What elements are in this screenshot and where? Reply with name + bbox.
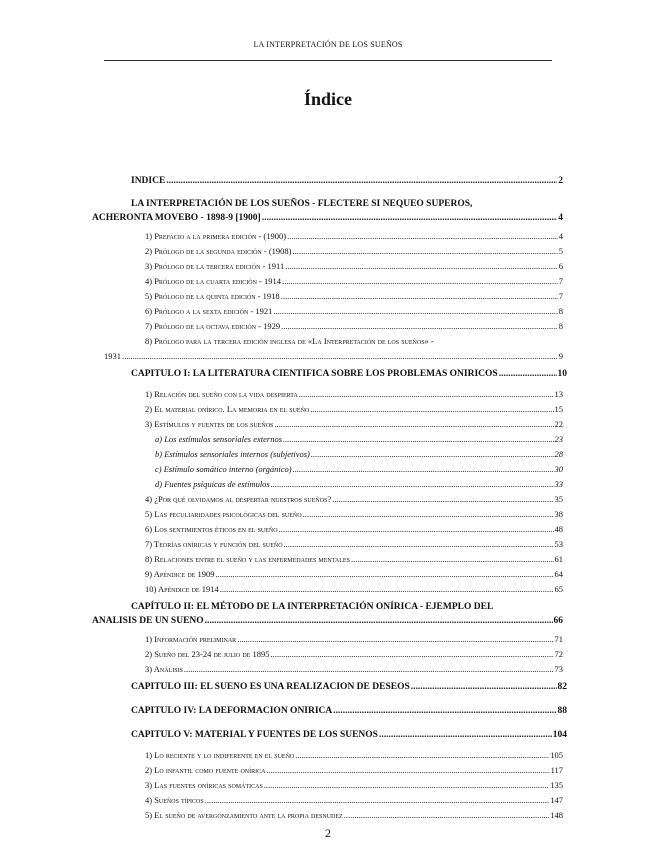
toc-entry-label: 10) Apéndice de 1914 bbox=[145, 584, 219, 594]
toc-entry-label: 2) Sueño del 23-24 de julio de 1895 bbox=[145, 649, 270, 659]
toc-page-number: 148 bbox=[550, 810, 563, 820]
dot-leader bbox=[215, 569, 553, 579]
toc-entry-chapter-5[interactable] bbox=[131, 730, 567, 740]
toc-entry-subsection[interactable] bbox=[155, 434, 563, 444]
toc-entry-chapter-3[interactable] bbox=[131, 682, 567, 692]
toc-entry-label: 7) Prólogo de la octava edición - 1929 bbox=[145, 321, 281, 331]
toc-page-number: 38 bbox=[554, 509, 563, 519]
toc-entry-preface-8[interactable] bbox=[104, 351, 563, 361]
dot-leader bbox=[293, 246, 558, 256]
toc-entry-label: 1931 bbox=[104, 351, 121, 361]
dot-leader bbox=[271, 649, 554, 659]
toc-entry-chapter-2-line1[interactable]: CAPÍTULO II: EL MÉTODO DE LA INTERPRETACIÓN ONÍRICA - EJEMPLO DEL bbox=[131, 602, 494, 612]
toc-page-number: 53 bbox=[554, 539, 563, 549]
dot-leader bbox=[351, 554, 554, 564]
toc-entry-section[interactable] bbox=[145, 509, 563, 519]
toc-page-number: 33 bbox=[554, 479, 563, 489]
dot-leader bbox=[379, 730, 552, 740]
toc-page-number: 72 bbox=[554, 649, 563, 659]
toc-entry-preface[interactable] bbox=[145, 291, 563, 301]
dot-leader bbox=[310, 404, 553, 414]
dot-leader bbox=[333, 706, 556, 716]
toc-entry-section[interactable] bbox=[145, 419, 563, 429]
toc-entry-preface[interactable] bbox=[145, 276, 563, 286]
dot-leader bbox=[283, 434, 553, 444]
toc-page-number: 117 bbox=[550, 765, 563, 775]
toc-page-number: 6 bbox=[558, 261, 563, 271]
toc-entry-label: 1) Información preliminar bbox=[145, 634, 237, 644]
dot-leader bbox=[262, 213, 558, 223]
toc-page-number: 73 bbox=[554, 664, 563, 674]
toc-page-number: 30 bbox=[554, 464, 563, 474]
toc-page-number: 61 bbox=[554, 554, 563, 564]
toc-entry-label: 6) Prólogo a la sexta edición - 1921 bbox=[145, 306, 273, 316]
toc-entry-section[interactable] bbox=[145, 584, 563, 594]
dot-leader bbox=[303, 509, 554, 519]
toc-entry-label: CAPÍTULO IV: LA DEFORMACIÓN ONÍRICA bbox=[131, 706, 333, 716]
toc-page-number: 35 bbox=[554, 494, 563, 504]
toc-entry-label: 5) Prólogo de la quinta edición - 1918 bbox=[145, 291, 280, 301]
toc-page-number: 104 bbox=[552, 730, 567, 740]
toc-entry-label: CAPÍTULO I: LA LITERATURA CIENTÍFICA SOBRE LOS PROBLEMAS ONÍRICOS bbox=[131, 369, 498, 379]
toc-page-number: 4 bbox=[558, 231, 563, 241]
toc-page-number: 48 bbox=[554, 524, 563, 534]
toc-entry-label: 7) Teorías oníricas y función del sueño bbox=[145, 539, 283, 549]
dot-leader bbox=[281, 291, 558, 301]
dot-leader bbox=[344, 810, 550, 820]
toc-page-number: 8 bbox=[558, 306, 563, 316]
toc-entry-preface[interactable] bbox=[145, 261, 563, 271]
toc-entry-label: 3) Análisis bbox=[145, 664, 183, 674]
toc-entry-label: 6) Los sentimientos éticos en el sueño bbox=[145, 524, 278, 534]
dot-leader bbox=[299, 389, 554, 399]
dot-leader bbox=[122, 351, 558, 361]
toc-entry-preface-8-line1[interactable]: 8) Prólogo para la tercera edición inglesa de «La Interpretación de los sueños» - bbox=[145, 336, 434, 346]
toc-page-number: 13 bbox=[554, 389, 563, 399]
toc-entry-section[interactable] bbox=[145, 649, 563, 659]
toc-entry-preface[interactable] bbox=[145, 306, 563, 316]
toc-entry-label: 3) Las fuentes oníricas somáticas bbox=[145, 780, 263, 790]
dot-leader bbox=[266, 765, 549, 775]
toc-entry-section[interactable] bbox=[145, 765, 563, 775]
toc-entry-section[interactable] bbox=[145, 780, 563, 790]
dot-leader bbox=[282, 276, 558, 286]
toc-page-number: 71 bbox=[554, 634, 563, 644]
toc-entry-subsection[interactable] bbox=[155, 479, 563, 489]
toc-page-number: 88 bbox=[557, 706, 567, 716]
toc-page-number: 135 bbox=[550, 780, 563, 790]
toc-entry-label: ÍNDICE bbox=[131, 176, 166, 186]
toc-entry-label: 4) Prólogo de la cuarta edición - 1914 bbox=[145, 276, 281, 286]
toc-page-number: 28 bbox=[554, 449, 563, 459]
toc-entry-section[interactable] bbox=[145, 554, 563, 564]
toc-entry-preface[interactable] bbox=[145, 321, 563, 331]
toc-page-number: 9 bbox=[558, 351, 563, 361]
toc-entry-chapter-4[interactable] bbox=[131, 706, 567, 716]
toc-page-number: 22 bbox=[554, 419, 563, 429]
toc-entry-subsection[interactable] bbox=[155, 449, 563, 459]
toc-entry-label: 3) Estímulos y fuentes de los sueños bbox=[145, 419, 274, 429]
toc-entry-preface[interactable] bbox=[145, 231, 563, 241]
dot-leader bbox=[237, 634, 553, 644]
dot-leader bbox=[411, 682, 557, 692]
toc-page-number: 2 bbox=[558, 176, 563, 186]
toc-entry-section[interactable] bbox=[145, 634, 563, 644]
toc-page-number: 82 bbox=[557, 682, 567, 692]
toc-page-number: 65 bbox=[554, 584, 563, 594]
dot-leader bbox=[205, 795, 550, 805]
toc-entry-label: 3) Prólogo de la tercera edición - 1911 bbox=[145, 261, 285, 271]
toc-entry-section[interactable] bbox=[145, 750, 563, 760]
toc-page-number: 105 bbox=[550, 750, 563, 760]
toc-entry-label: 4) ¿Por qué olvidamos al despertar nuestros sueños? bbox=[145, 494, 332, 504]
dot-leader bbox=[279, 524, 554, 534]
toc-entry-label: 5) Las peculiaridades psicológicas del sueño bbox=[145, 509, 302, 519]
toc-entry-label: CAPÍTULO III: EL SUEÑO ES UNA REALIZACIÓN DE DESEOS bbox=[131, 682, 410, 692]
toc-entry-label: d) Fuentes psíquicas de estímulos bbox=[155, 479, 270, 489]
toc-entry-label: ACHERONTA MOVEBO - 1898-9 [1900] bbox=[92, 213, 261, 223]
toc-entry-label: 8) Relaciones entre el sueño y las enfermedades mentales bbox=[145, 554, 350, 564]
toc-page-number: 15 bbox=[554, 404, 563, 414]
toc-entry-label: 1) Prefacio a la primera edición - (1900) bbox=[145, 231, 287, 241]
dot-leader bbox=[166, 176, 557, 186]
toc-entry-part1-line1[interactable]: LA INTERPRETACIÓN DE LOS SUEÑOS - FLECTERE SI NEQUEO SUPEROS, bbox=[131, 199, 473, 209]
page-number: 2 bbox=[325, 826, 331, 840]
toc-page-number: 66 bbox=[553, 616, 563, 626]
toc-entry-section[interactable] bbox=[145, 569, 563, 579]
dot-leader bbox=[284, 539, 554, 549]
dot-leader bbox=[293, 464, 554, 474]
toc-page-number: 10 bbox=[557, 369, 567, 379]
toc-entry-preface[interactable] bbox=[145, 246, 563, 256]
toc-page-number: 7 bbox=[558, 276, 563, 286]
toc-entry-section[interactable] bbox=[145, 795, 563, 805]
toc-entry-label: c) Estímulo somático interno (orgánico) bbox=[155, 464, 292, 474]
dot-leader bbox=[499, 369, 557, 379]
toc-page-number: 147 bbox=[550, 795, 563, 805]
toc-entry-label: 1) Lo reciente y lo indiferente en el sueño bbox=[145, 750, 295, 760]
toc-entry-label: 2) Prólogo de la segunda edición - (1908) bbox=[145, 246, 292, 256]
toc-entry-label: 9) Apéndice de 1909 bbox=[145, 569, 215, 579]
dot-leader bbox=[285, 261, 558, 271]
toc-page-number: 8 bbox=[558, 321, 563, 331]
toc-page-number: 4 bbox=[558, 213, 563, 223]
toc-entry-label: a) Los estímulos sensoriales externos bbox=[155, 434, 283, 444]
toc-entry-chapter-2[interactable] bbox=[92, 616, 563, 626]
dot-leader bbox=[264, 780, 549, 790]
dot-leader bbox=[311, 449, 554, 459]
dot-leader bbox=[205, 616, 553, 626]
dot-leader bbox=[287, 231, 558, 241]
toc-entry-indice[interactable] bbox=[131, 176, 563, 186]
toc-page-number: 5 bbox=[558, 246, 563, 256]
toc-entry-label: CAPÍTULO V: MATERIAL Y FUENTES DE LOS SUEÑOS bbox=[131, 730, 378, 740]
dot-leader bbox=[332, 494, 553, 504]
dot-leader bbox=[281, 321, 558, 331]
toc-page-number: 64 bbox=[554, 569, 563, 579]
toc-entry-section[interactable] bbox=[145, 389, 563, 399]
toc-entry-section[interactable] bbox=[145, 664, 563, 674]
toc-entry-part1[interactable] bbox=[92, 213, 563, 223]
toc-entry-subsection[interactable] bbox=[155, 464, 563, 474]
toc-entry-section[interactable] bbox=[145, 494, 563, 504]
toc-entry-section[interactable] bbox=[145, 810, 563, 820]
dot-leader bbox=[274, 419, 553, 429]
toc-page-number: 7 bbox=[558, 291, 563, 301]
dot-leader bbox=[220, 584, 554, 594]
toc-entry-label: ANÁLISIS DE UN SUEÑO bbox=[92, 616, 204, 626]
toc-entry-section[interactable] bbox=[145, 539, 563, 549]
toc-entry-label: 4) Sueños típicos bbox=[145, 795, 204, 805]
dot-leader bbox=[295, 750, 549, 760]
toc-entry-label: 1) Relación del sueño con la vida despierta bbox=[145, 389, 298, 399]
toc-page-number: 23 bbox=[554, 434, 563, 444]
running-header: LA INTERPRETACIÓN DE LOS SUEÑOS bbox=[253, 40, 403, 49]
toc-entry-chapter-1[interactable] bbox=[131, 369, 567, 379]
dot-leader bbox=[271, 479, 554, 489]
toc-entry-section[interactable] bbox=[145, 404, 563, 414]
toc-entry-label: 2) Lo infantil como fuente onírica bbox=[145, 765, 266, 775]
toc-entry-section[interactable] bbox=[145, 524, 563, 534]
dot-leader bbox=[273, 306, 557, 316]
page-title: Índice bbox=[303, 89, 352, 109]
toc-entry-label: 5) El sueño de avergonzamiento ante la propia desnudez bbox=[145, 810, 343, 820]
toc-entry-label: 2) El material onírico. La memoria en el sueño bbox=[145, 404, 310, 414]
dot-leader bbox=[184, 664, 554, 674]
toc-entry-label: b) Estímulos sensoriales internos (subjetivos) bbox=[155, 449, 310, 459]
